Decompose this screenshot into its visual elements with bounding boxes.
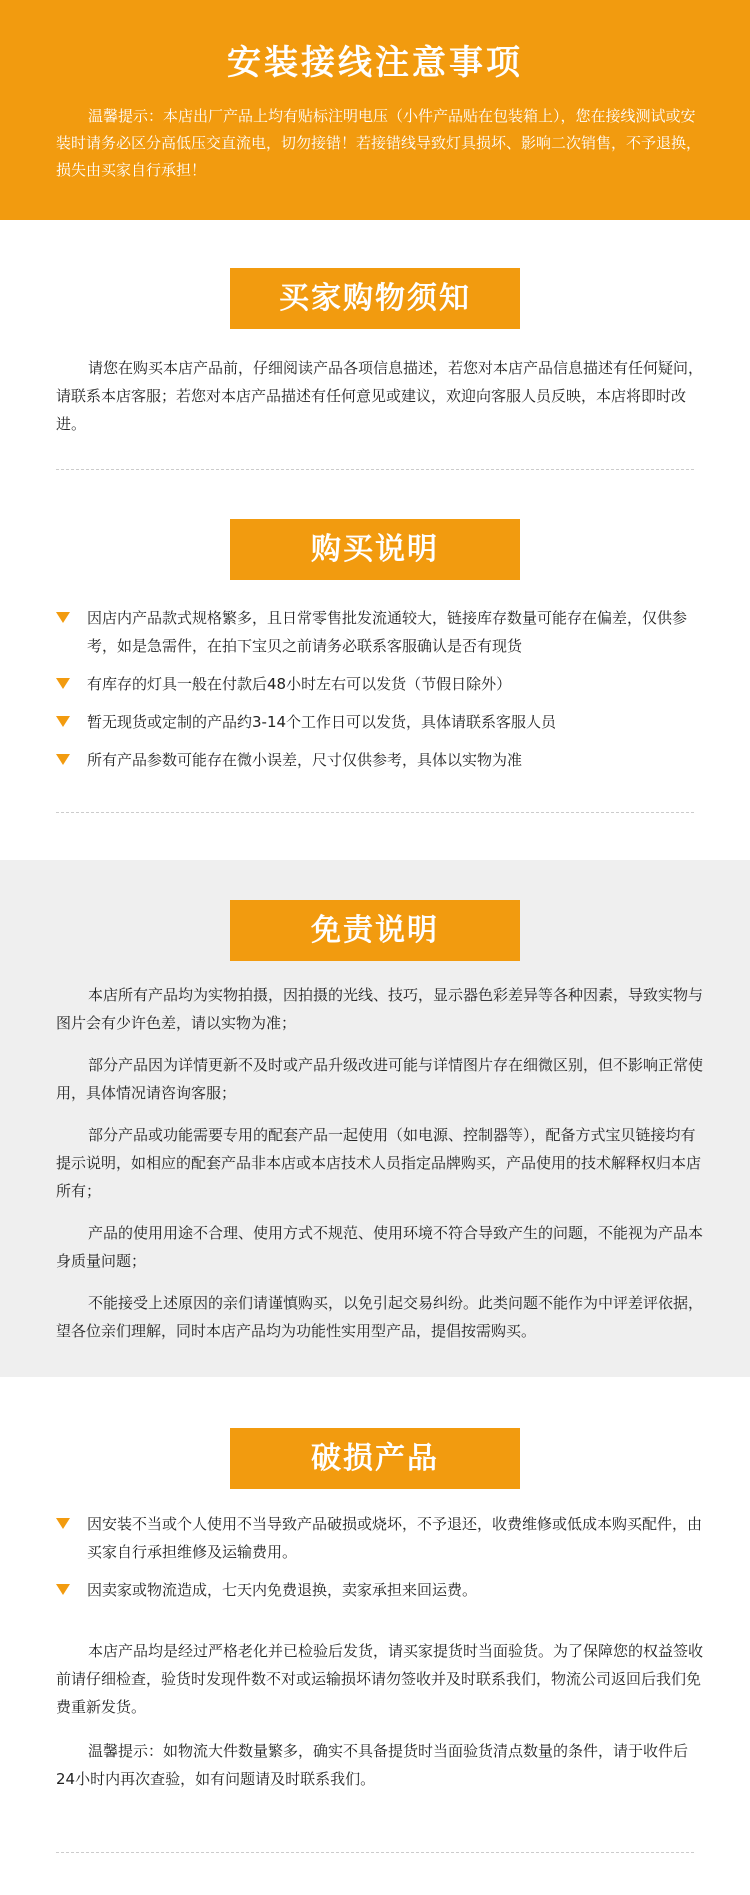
shopping-text: 请您在购买本店产品前，仔细阅读产品各项信息描述，若您对本店产品信息描述有任何疑问，请联系本店客服；若您对本店产品描述有任何意见或建议，欢迎向客服人员反映，本店将即时改进。 bbox=[56, 359, 704, 433]
triangle-bullet-icon bbox=[56, 612, 70, 623]
section-divider bbox=[56, 812, 694, 813]
list-item bbox=[56, 1510, 716, 1566]
disclaimer-paragraph: 本店所有产品均为实物拍摄，因拍摄的光线、技巧，显示器色彩差异等各种因素，导致实物与图片会有少许色差，请以实物为准； bbox=[56, 986, 704, 1032]
list-item-text: 因安装不当或个人使用不当导致产品破损或烧坏，不予退还，收费维修或低成本购买配件，由买家自行承担维修及运输费用。 bbox=[87, 1515, 703, 1561]
list-item bbox=[56, 746, 716, 774]
triangle-bullet-icon bbox=[56, 754, 70, 765]
disclaimer-paragraph: 不能接受上述原因的亲们请谨慎购买，以免引起交易纠纷。此类问题不能作为中评差评依据，望各位亲们理解，同时本店产品均为功能性实用型产品，提倡按需购买。 bbox=[56, 1294, 704, 1340]
triangle-bullet-icon bbox=[56, 1584, 70, 1595]
section-divider bbox=[56, 1852, 694, 1853]
disclaimer-paragraph: 部分产品因为详情更新不及时或产品升级改进可能与详情图片存在细微区别，但不影响正常使用，具体情况请咨询客服； bbox=[56, 1056, 704, 1102]
disclaimer-paragraph: 产品的使用用途不合理、使用方式不规范、使用环境不符合导致产生的问题，不能视为产品本身质量问题； bbox=[56, 1224, 704, 1270]
damage-section-title: 破损产品 bbox=[230, 1428, 520, 1489]
list-item bbox=[56, 1576, 716, 1604]
section-divider bbox=[56, 469, 694, 470]
list-item bbox=[56, 708, 716, 736]
reminder-paragraph: 温馨提示：如物流大件数量繁多，确实不具备提货时当面验货清点数量的条件，请于收件后24小时内再次查验，如有问题请及时联系我们。 bbox=[56, 1742, 689, 1788]
inspection-paragraph: 本店产品均是经过严格老化并已检验后发货，请买家提货时当面验货。为了保障您的权益签收前请仔细检查，验货时发现件数不对或运输损坏请勿签收并及时联系我们，物流公司返回后我们免费重新发货。 bbox=[56, 1642, 704, 1716]
purchase-section-title: 购买说明 bbox=[230, 519, 520, 580]
list-item-text: 因店内产品款式规格繁多，且日常零售批发流通较大，链接库存数量可能存在偏差，仅供参考，如是急需件，在拍下宝贝之前请务必联系客服确认是否有现货 bbox=[87, 609, 688, 655]
list-item-text: 因卖家或物流造成，七天内免费退换，卖家承担来回运费。 bbox=[87, 1581, 478, 1599]
list-item bbox=[56, 670, 716, 698]
shopping-section-title: 买家购物须知 bbox=[230, 268, 520, 329]
purchase-list bbox=[56, 604, 716, 774]
triangle-bullet-icon bbox=[56, 678, 70, 689]
disclaimer-paragraph: 部分产品或功能需要专用的配套产品一起使用（如电源、控制器等），配备方式宝贝链接均有提示说明，如相应的配套产品非本店或本店技术人员指定品牌购买，产品使用的技术解释权归本店所有； bbox=[56, 1126, 702, 1200]
damage-list bbox=[56, 1510, 716, 1604]
voltage-notice: 温馨提示：本店出厂产品上均有贴标注明电压（小件产品贴在包装箱上），您在接线测试或安装时请务必区分高低压交直流电，切勿接错！若接错线导致灯具损坏、影响二次销售，不予退换，损失由买家自行承担！ bbox=[56, 107, 702, 179]
disclaimer-section-title: 免责说明 bbox=[230, 900, 520, 961]
triangle-bullet-icon bbox=[56, 1518, 70, 1529]
notice-header bbox=[0, 0, 750, 220]
list-item-text: 有库存的灯具一般在付款后48小时左右可以发货（节假日除外） bbox=[87, 675, 512, 693]
triangle-bullet-icon bbox=[56, 716, 70, 727]
list-item-text: 暂无现货或定制的产品约3-14个工作日可以发货，具体请联系客服人员 bbox=[87, 713, 557, 731]
list-item bbox=[56, 604, 716, 660]
list-item-text: 所有产品参数可能存在微小误差，尺寸仅供参考，具体以实物为准 bbox=[87, 751, 523, 769]
page-title: 安装接线注意事项 bbox=[227, 43, 523, 83]
